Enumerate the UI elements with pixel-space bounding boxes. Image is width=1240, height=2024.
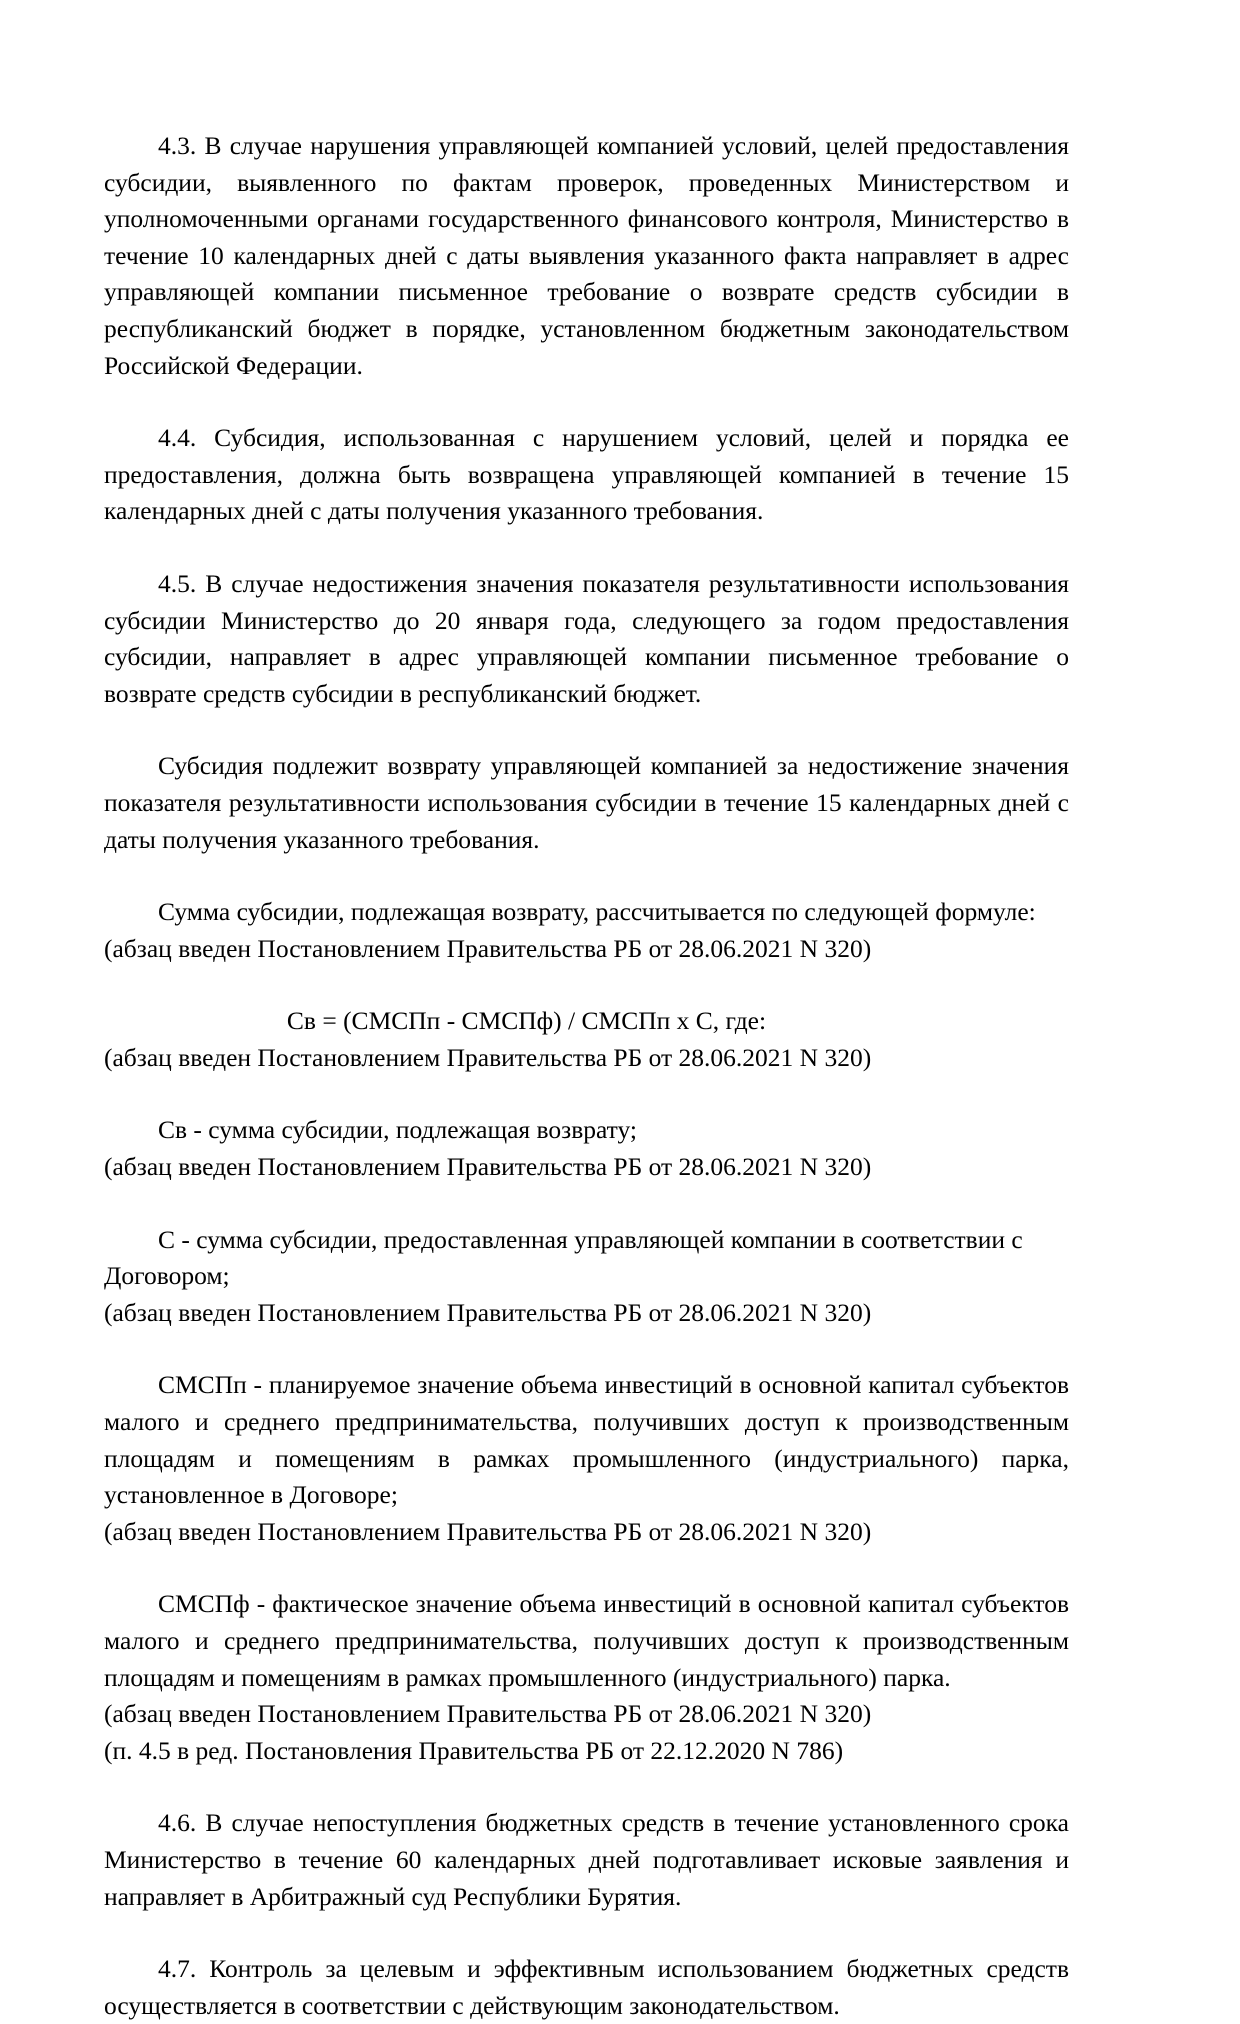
definition-smspf: СМСПф - фактическое значение объема инвестиций в основной капитал субъектов малого и среднего предпринимательства, получивших доступ к производственным площадям и помещениям в рамках промышленного (индустриального) парка.: [104, 1589, 1069, 1692]
paragraph-spacer: [104, 967, 1069, 1003]
definition-s: С - сумма субсидии, предоставленная управляющей компании в соответствии с Договором;: [104, 1224, 1023, 1291]
clause-4-5-paragraph: 4.5. В случае недостижения значения показателя результативности использования субсидии Министерство до 20 января года, следующего за годом предоставления субсидии, направляет в адрес управляющей компании письменное требование о возврате средств субсидии в республиканский бюджет.: [104, 568, 1069, 708]
paragraph-spacer: [104, 858, 1069, 894]
amendment-note: (абзац введен Постановлением Правительства РБ от 28.06.2021 N 320): [104, 1699, 872, 1729]
paragraph-spacer: [104, 712, 1069, 748]
formula-intro-paragraph: Сумма субсидии, подлежащая возврату, рассчитывается по следующей формуле:: [158, 897, 1036, 927]
subsidy-return-paragraph: Субсидия подлежит возврату управляющей компанией за недостижение значения показателя результативности использования субсидии в течение 15 календарных дней с даты получения указанного требования.: [104, 751, 1069, 854]
amendment-note: (абзац введен Постановлением Правительства РБ от 28.06.2021 N 320): [104, 1297, 872, 1327]
paragraph-spacer: [104, 1186, 1069, 1222]
amendment-note: (абзац введен Постановлением Правительства РБ от 28.06.2021 N 320): [104, 1516, 872, 1546]
clause-4-4-paragraph: 4.4. Субсидия, использованная с нарушением условий, целей и порядка ее предоставления, должна быть возвращена управляющей компанией в течение 15 календарных дней с даты получения указанного требования.: [104, 423, 1069, 526]
paragraph-spacer: [104, 1550, 1069, 1586]
paragraph-spacer: [104, 1769, 1069, 1805]
clause-4-5-revision-note: (п. 4.5 в ред. Постановления Правительства РБ от 22.12.2020 N 786): [104, 1735, 844, 1765]
amendment-note: (абзац введен Постановлением Правительства РБ от 28.06.2021 N 320): [104, 933, 872, 963]
clause-4-3-paragraph: 4.3. В случае нарушения управляющей компанией условий, целей предоставления субсидии, выявленного по фактам проверок, проведенных Министерством и уполномоченными органами государственного финансового контроля, Министерство в течение 10 календарных дней с даты выявления указанного факта направляет в адрес управляющей компании письменное требование о возврате средств субсидии в республиканский бюджет в порядке, установленном бюджетным законодательством Российской Федерации.: [104, 131, 1069, 380]
paragraph-spacer: [104, 1331, 1069, 1367]
paragraph-spacer: [104, 384, 1069, 420]
paragraph-spacer: [104, 1915, 1069, 1951]
definition-sv: Св - сумма субсидии, подлежащая возврату;: [158, 1115, 637, 1145]
document-text-column: [104, 128, 1069, 2024]
amendment-note: (абзац введен Постановлением Правительства РБ от 28.06.2021 N 320): [104, 1042, 872, 1072]
clause-4-7-paragraph: 4.7. Контроль за целевым и эффективным использованием бюджетных средств осуществляется в соответствии с действующим законодательством.: [104, 1954, 1069, 2020]
clause-4-6-paragraph: 4.6. В случае непоступления бюджетных средств в течение установленного срока Министерство в течение 60 календарных дней подготавливает исковые заявления и направляет в Арбитражный суд Республики Бурятия.: [104, 1808, 1069, 1911]
subsidy-return-formula: Св = (СМСПп - СМСПф) / СМСПп х С, где:: [286, 1006, 767, 1036]
amendment-note: (абзац введен Постановлением Правительства РБ от 28.06.2021 N 320): [104, 1152, 872, 1182]
definition-smspp: СМСПп - планируемое значение объема инвестиций в основной капитал субъектов малого и среднего предпринимательства, получивших доступ к производственным площадям и помещениям в рамках промышленного (индустриального) парка, установленное в Договоре;: [104, 1370, 1069, 1510]
paragraph-spacer: [104, 1076, 1069, 1112]
paragraph-spacer: [104, 530, 1069, 566]
